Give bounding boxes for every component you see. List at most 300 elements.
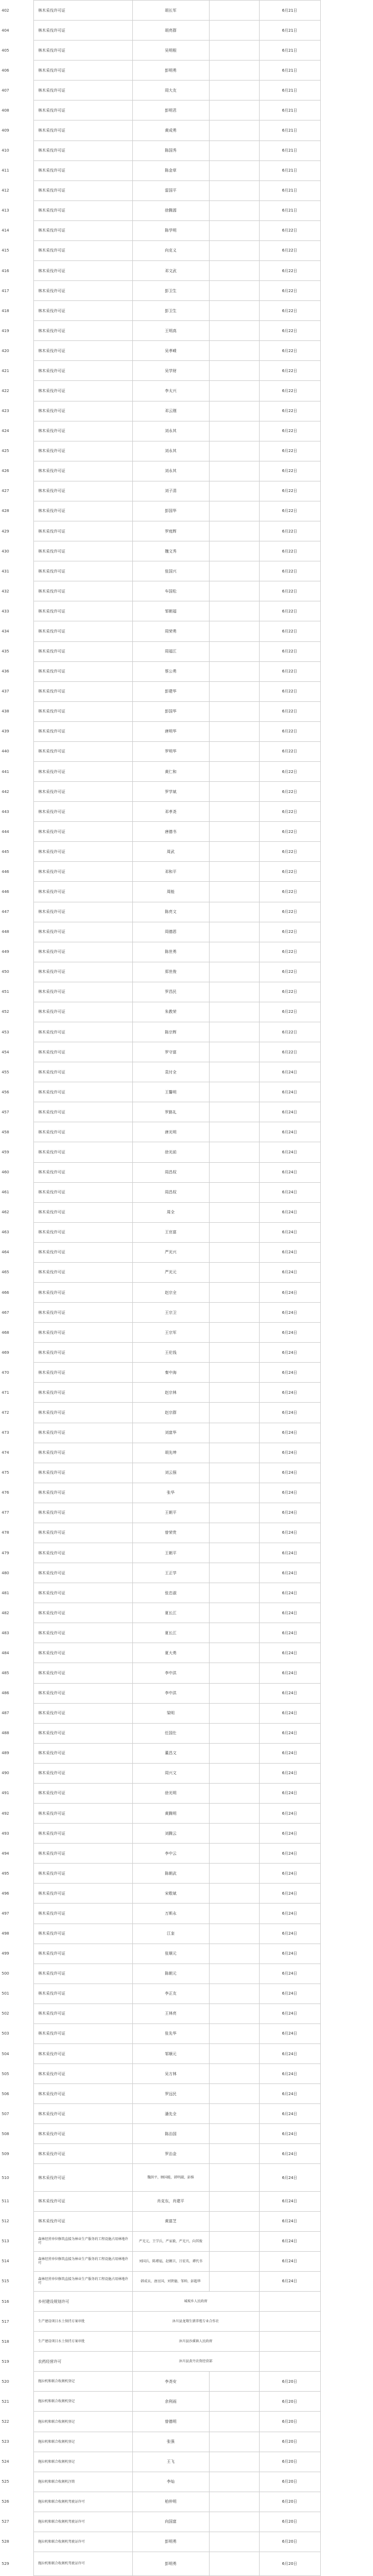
date-cell: 6月22日 — [259, 681, 320, 701]
row-gap — [11, 2191, 33, 2211]
empty-cell — [209, 1383, 259, 1403]
date-cell: 6月22日 — [259, 561, 320, 581]
date-cell: 6月22日 — [259, 461, 320, 481]
row-number: 482 — [2, 1610, 9, 1615]
holder-name-cell: 严光元，王学兵，严家毅，严光兴，向其俊 — [132, 2231, 209, 2251]
row-number: 426 — [2, 469, 9, 474]
date-cell: 6月22日 — [259, 321, 320, 341]
table-row — [0, 2271, 373, 2291]
empty-cell — [209, 2211, 259, 2231]
row-gap — [11, 120, 33, 140]
empty-cell — [209, 2412, 259, 2432]
row-gap — [11, 1182, 33, 1202]
table-row — [0, 1162, 373, 1182]
table-row — [0, 2512, 373, 2532]
table-row — [0, 2164, 373, 2191]
empty-cell — [209, 1783, 259, 1803]
table-row — [0, 862, 373, 882]
permit-type-cell: 林木采伐许可证 — [33, 421, 132, 441]
empty-cell — [209, 1182, 259, 1202]
empty-cell — [209, 2104, 259, 2124]
holder-name-cell: 王馨明 — [132, 1082, 209, 1102]
date-cell — [259, 2352, 320, 2372]
empty-cell — [209, 1082, 259, 1102]
table-row — [0, 61, 373, 81]
row-end — [320, 1062, 373, 1082]
permit-type-cell: 林木采伐许可证 — [33, 1, 132, 21]
empty-cell — [209, 1042, 259, 1062]
row-end — [320, 481, 373, 501]
empty-cell — [209, 421, 259, 441]
empty-cell — [209, 2271, 259, 2291]
holder-name-cell: 李太兴 — [132, 381, 209, 401]
table-row — [0, 621, 373, 641]
row-gap — [11, 2472, 33, 2492]
empty-cell — [209, 1904, 259, 1924]
row-end — [320, 1242, 373, 1262]
row-gap — [11, 741, 33, 761]
permit-type-cell: 拖拉机和联合收割机登记 — [33, 2372, 132, 2392]
row-end — [320, 160, 373, 180]
holder-name-cell: 严光元 — [132, 1262, 209, 1282]
row-gap — [11, 822, 33, 842]
holder-name-cell: 罗路礼 — [132, 1102, 209, 1122]
row-gap — [11, 641, 33, 661]
empty-cell — [209, 2392, 259, 2412]
row-end — [320, 2211, 373, 2231]
empty-cell — [209, 1022, 259, 1042]
holder-name-cell: 胡长军 — [132, 1, 209, 21]
row-gap — [11, 2144, 33, 2164]
row-end — [320, 1202, 373, 1222]
row-gap — [11, 1743, 33, 1763]
date-cell: 6月22日 — [259, 962, 320, 982]
holder-name-cell: 唐光明 — [132, 1122, 209, 1142]
row-gap — [11, 421, 33, 441]
date-cell: 6月22日 — [259, 641, 320, 661]
table-row — [0, 1022, 373, 1042]
row-end — [320, 2003, 373, 2023]
table-row — [0, 1824, 373, 1844]
row-gap — [11, 1242, 33, 1262]
empty-cell — [209, 561, 259, 581]
date-cell: 6月21日 — [259, 140, 320, 160]
row-end — [320, 2231, 373, 2251]
row-number: 443 — [2, 809, 9, 814]
date-cell: 6月24日 — [259, 1884, 320, 1904]
table-row — [0, 421, 373, 441]
table-row — [0, 882, 373, 902]
row-gap — [11, 982, 33, 1002]
date-cell: 6月24日 — [259, 1463, 320, 1483]
table-row — [0, 1222, 373, 1242]
permit-type-cell: 拖拉机和联合收割机驾驶证许可 — [33, 2552, 132, 2576]
permit-type-cell: 林木采伐许可证 — [33, 561, 132, 581]
row-end — [320, 2251, 373, 2271]
row-gap — [11, 2043, 33, 2063]
row-gap — [11, 341, 33, 361]
date-cell: 6月22日 — [259, 240, 320, 260]
row-number: 407 — [2, 88, 9, 93]
table-row — [0, 1002, 373, 1022]
row-number: 405 — [2, 48, 9, 53]
permit-type-cell: 拖拉机和联合收割机登记 — [33, 2392, 132, 2412]
date-cell: 6月21日 — [259, 160, 320, 180]
row-number: 423 — [2, 409, 9, 414]
date-cell: 6月24日 — [259, 1984, 320, 2003]
date-cell: 6月24日 — [259, 1904, 320, 1924]
date-cell: 6月21日 — [259, 21, 320, 41]
empty-cell — [209, 2023, 259, 2043]
row-number: 428 — [2, 509, 9, 514]
row-number: 515 — [2, 2279, 9, 2284]
table-row — [0, 962, 373, 982]
date-cell: 6月22日 — [259, 761, 320, 781]
row-number: 457 — [2, 1109, 9, 1114]
permit-type-cell: 林木采伐许可证 — [33, 1423, 132, 1443]
row-end — [320, 1022, 373, 1042]
row-gap — [11, 862, 33, 882]
table-row — [0, 41, 373, 61]
permit-type-cell: 林木采伐许可证 — [33, 240, 132, 260]
row-number: 451 — [2, 990, 9, 995]
table-row — [0, 1383, 373, 1403]
row-number: 467 — [2, 1310, 9, 1315]
row-gap — [11, 2352, 33, 2372]
permit-type-cell: 林木采伐许可证 — [33, 2164, 132, 2191]
row-end — [320, 2292, 373, 2312]
empty-cell — [209, 1423, 259, 1443]
holder-name-cell: 韩成员，唐应国，刘贤德，邹帅，彭超华 — [132, 2271, 209, 2291]
permit-type-cell: 林木采伐许可证 — [33, 361, 132, 381]
date-cell: 6月20日 — [259, 2552, 320, 2576]
date-cell: 6月22日 — [259, 661, 320, 681]
date-cell: 6月24日 — [259, 1443, 320, 1463]
row-end — [320, 802, 373, 822]
table-row — [0, 2492, 373, 2512]
holder-name-cell: 严光兴 — [132, 1242, 209, 1262]
holder-name-cell: 邓和平 — [132, 862, 209, 882]
row-gap — [11, 2532, 33, 2552]
row-end — [320, 461, 373, 481]
empty-cell — [209, 361, 259, 381]
row-number: 502 — [2, 2011, 9, 2016]
permit-type-cell: 林木采伐许可证 — [33, 1102, 132, 1122]
date-cell: 6月20日 — [259, 2512, 320, 2532]
table-row — [0, 2472, 373, 2492]
permit-type-cell: 林木采伐许可证 — [33, 120, 132, 140]
empty-cell — [209, 1483, 259, 1503]
date-cell: 6月24日 — [259, 1403, 320, 1423]
permit-type-cell: 林木采伐许可证 — [33, 902, 132, 922]
row-number: 512 — [2, 2219, 9, 2224]
holder-name-cell: 黄富芝 — [132, 2211, 209, 2231]
holder-name-cell: 袁付全 — [132, 1062, 209, 1082]
empty-cell — [209, 1443, 259, 1463]
table-row — [0, 1303, 373, 1323]
row-end — [320, 1703, 373, 1723]
permit-type-cell: 林木采伐许可证 — [33, 942, 132, 962]
holder-name-cell: 彭国华 — [132, 701, 209, 721]
empty-cell — [209, 140, 259, 160]
row-number: 474 — [2, 1450, 9, 1455]
date-cell: 6月20日 — [259, 2412, 320, 2432]
row-number: 408 — [2, 108, 9, 113]
date-cell: 6月22日 — [259, 301, 320, 321]
empty-cell — [209, 1, 259, 21]
row-end — [320, 1102, 373, 1122]
table-row — [0, 1723, 373, 1743]
row-gap — [11, 2064, 33, 2084]
row-end — [320, 2191, 373, 2211]
date-cell: 6月24日 — [259, 1142, 320, 1162]
row-end — [320, 2043, 373, 2063]
date-cell: 6月24日 — [259, 1242, 320, 1262]
row-gap — [11, 1904, 33, 1924]
row-gap — [11, 2492, 33, 2512]
row-number: 465 — [2, 1270, 9, 1275]
row-number: 510 — [2, 2175, 9, 2180]
permit-type-cell: 林木采伐许可证 — [33, 1623, 132, 1643]
date-cell: 6月24日 — [259, 1523, 320, 1543]
table-row — [0, 140, 373, 160]
row-number: 524 — [2, 2459, 9, 2464]
empty-cell — [209, 882, 259, 902]
holder-name-cell: 周全 — [132, 1202, 209, 1222]
permit-type-cell: 林木采伐许可证 — [33, 982, 132, 1002]
table-row — [0, 1703, 373, 1723]
holder-name-cell: 刘子清 — [132, 481, 209, 501]
row-gap — [11, 1, 33, 21]
permit-type-cell: 林木采伐许可证 — [33, 1062, 132, 1082]
date-cell: 6月24日 — [259, 1824, 320, 1844]
row-end — [320, 81, 373, 101]
row-number: 514 — [2, 2259, 9, 2264]
row-gap — [11, 441, 33, 461]
row-gap — [11, 1403, 33, 1423]
empty-cell — [209, 521, 259, 541]
holder-name-cell: 曾荣贵 — [132, 1523, 209, 1543]
permit-type-cell: 林木采伐许可证 — [33, 21, 132, 41]
empty-cell — [209, 962, 259, 982]
date-cell — [259, 2332, 320, 2352]
table-row — [0, 661, 373, 681]
row-end — [320, 200, 373, 220]
holder-name-cell: 刘腾云 — [132, 1824, 209, 1844]
row-number: 415 — [2, 248, 9, 253]
row-end — [320, 2023, 373, 2043]
date-cell: 6月24日 — [259, 1383, 320, 1403]
row-end — [320, 1002, 373, 1022]
table-row — [0, 1623, 373, 1643]
empty-cell — [209, 1002, 259, 1022]
holder-name-cell: 罗治金 — [132, 2144, 209, 2164]
row-number: 485 — [2, 1671, 9, 1676]
row-number: 477 — [2, 1510, 9, 1515]
table-row — [0, 1423, 373, 1443]
table-row — [0, 822, 373, 842]
permit-type-cell: 林木采伐许可证 — [33, 61, 132, 81]
permit-type-cell: 乡村建设规划许可 — [33, 2292, 132, 2312]
organization-cell: 城坡乡人民政府 — [132, 2292, 259, 2312]
row-gap — [11, 1663, 33, 1683]
row-end — [320, 321, 373, 341]
empty-cell — [209, 1283, 259, 1303]
holder-name-cell: 罗守富 — [132, 1042, 209, 1062]
row-end — [320, 962, 373, 982]
permit-type-cell: 林木采伐许可证 — [33, 501, 132, 521]
table-row — [0, 1904, 373, 1924]
permit-type-cell: 林木采伐许可证 — [33, 581, 132, 601]
date-cell: 6月24日 — [259, 1763, 320, 1783]
row-gap — [11, 2271, 33, 2291]
empty-cell — [209, 641, 259, 661]
table-row — [0, 1884, 373, 1904]
row-end — [320, 1904, 373, 1924]
date-cell: 6月24日 — [259, 1944, 320, 1964]
table-row — [0, 220, 373, 240]
empty-cell — [209, 1343, 259, 1363]
permit-type-cell: 林木采伐许可证 — [33, 200, 132, 220]
row-end — [320, 1884, 373, 1904]
empty-cell — [209, 2124, 259, 2144]
row-gap — [11, 1703, 33, 1723]
permit-type-cell: 林木采伐许可证 — [33, 41, 132, 61]
row-number: 452 — [2, 1010, 9, 1015]
row-gap — [11, 281, 33, 301]
permit-type-cell: 森林经营单位修筑直接为林业生产服务的工程设施占用林地许可 — [33, 2231, 132, 2251]
holder-name-cell: 江奎 — [132, 1924, 209, 1944]
empty-cell — [209, 661, 259, 681]
holder-name-cell: 吴方林 — [132, 2064, 209, 2084]
row-end — [320, 2271, 373, 2291]
date-cell: 6月21日 — [259, 200, 320, 220]
date-cell: 6月24日 — [259, 2211, 320, 2231]
permit-type-cell: 林木采伐许可证 — [33, 1683, 132, 1703]
row-number: 417 — [2, 288, 9, 293]
row-gap — [11, 561, 33, 581]
holder-name-cell: 彭卫生 — [132, 301, 209, 321]
row-gap — [11, 1763, 33, 1783]
table-row — [0, 2043, 373, 2063]
date-cell: 6月24日 — [259, 2191, 320, 2211]
empty-cell — [209, 761, 259, 781]
permit-type-cell: 林木采伐许可证 — [33, 1503, 132, 1523]
empty-cell — [209, 41, 259, 61]
row-number: 519 — [2, 2359, 9, 2364]
table-row — [0, 2392, 373, 2412]
row-end — [320, 1623, 373, 1643]
date-cell: 6月24日 — [259, 2003, 320, 2023]
empty-cell — [209, 1242, 259, 1262]
empty-cell — [209, 321, 259, 341]
row-gap — [11, 2211, 33, 2231]
row-end — [320, 2392, 373, 2412]
date-cell: 6月24日 — [259, 1162, 320, 1182]
holder-name-cell: 余利雨 — [132, 2392, 209, 2412]
table-row — [0, 1583, 373, 1603]
empty-cell — [209, 1303, 259, 1323]
permit-type-cell: 林木采伐许可证 — [33, 741, 132, 761]
holder-name-cell: 胡先坤 — [132, 1443, 209, 1463]
date-cell: 6月24日 — [259, 1543, 320, 1563]
empty-cell — [209, 1984, 259, 2003]
holder-name-cell: 刘国兵，陈增福，赵翱卫，吕宏英，谭代书 — [132, 2251, 209, 2271]
permit-type-cell: 林木采伐许可证 — [33, 1824, 132, 1844]
table-row — [0, 160, 373, 180]
row-end — [320, 2064, 373, 2084]
row-number: 469 — [2, 1350, 9, 1355]
table-row — [0, 561, 373, 581]
permit-type-cell: 拖拉机和联合收割机驾驶证许可 — [33, 2512, 132, 2532]
empty-cell — [209, 381, 259, 401]
holder-name-cell: 陈朝元 — [132, 1964, 209, 1984]
row-gap — [11, 2251, 33, 2271]
row-end — [320, 541, 373, 561]
holder-name-cell: 陈世勇 — [132, 942, 209, 962]
permit-type-cell: 林木采伐许可证 — [33, 1964, 132, 1984]
empty-cell — [209, 2512, 259, 2532]
holder-name-cell: 周荣勇 — [132, 621, 209, 641]
row-gap — [11, 1864, 33, 1884]
permit-type-cell: 林木采伐许可证 — [33, 261, 132, 281]
date-cell: 6月21日 — [259, 180, 320, 200]
row-gap — [11, 942, 33, 962]
date-cell: 6月24日 — [259, 1262, 320, 1282]
permit-type-cell: 林木采伐许可证 — [33, 1723, 132, 1743]
holder-name-cell: 唐明华 — [132, 721, 209, 741]
row-gap — [11, 1082, 33, 1102]
table-row — [0, 1443, 373, 1463]
holder-name-cell: 罗昌民 — [132, 982, 209, 1002]
empty-cell — [209, 1142, 259, 1162]
holder-name-cell: 李灿 — [132, 2472, 209, 2492]
row-end — [320, 902, 373, 922]
table-row — [0, 982, 373, 1002]
holder-name-cell: 陈学明 — [132, 220, 209, 240]
row-number: 410 — [2, 148, 9, 153]
row-end — [320, 882, 373, 902]
permit-type-cell: 林木采伐许可证 — [33, 1082, 132, 1102]
row-end — [320, 1543, 373, 1563]
date-cell: 6月22日 — [259, 741, 320, 761]
table-row — [0, 902, 373, 922]
table-row — [0, 1483, 373, 1503]
table-row — [0, 2552, 373, 2576]
row-end — [320, 641, 373, 661]
permit-type-cell: 林木采伐许可证 — [33, 1363, 132, 1383]
row-end — [320, 1262, 373, 1282]
row-number: 476 — [2, 1490, 9, 1495]
holder-name-cell: 彭明勇 — [132, 2532, 209, 2552]
row-gap — [11, 1122, 33, 1142]
holder-name-cell: 张顺元 — [132, 1944, 209, 1964]
permit-type-cell: 林木采伐许可证 — [33, 1884, 132, 1904]
table-row — [0, 942, 373, 962]
row-number: 460 — [2, 1170, 9, 1175]
holder-name-cell: 邹朝福 — [132, 601, 209, 621]
row-number: 447 — [2, 910, 9, 915]
permit-type-cell: 林木采伐许可证 — [33, 721, 132, 741]
row-gap — [11, 240, 33, 260]
row-number: 430 — [2, 549, 9, 554]
permit-type-cell: 林木采伐许可证 — [33, 81, 132, 101]
empty-cell — [209, 1162, 259, 1182]
empty-cell — [209, 2191, 259, 2211]
row-number: 508 — [2, 2131, 9, 2136]
empty-cell — [209, 200, 259, 220]
row-end — [320, 1984, 373, 2003]
